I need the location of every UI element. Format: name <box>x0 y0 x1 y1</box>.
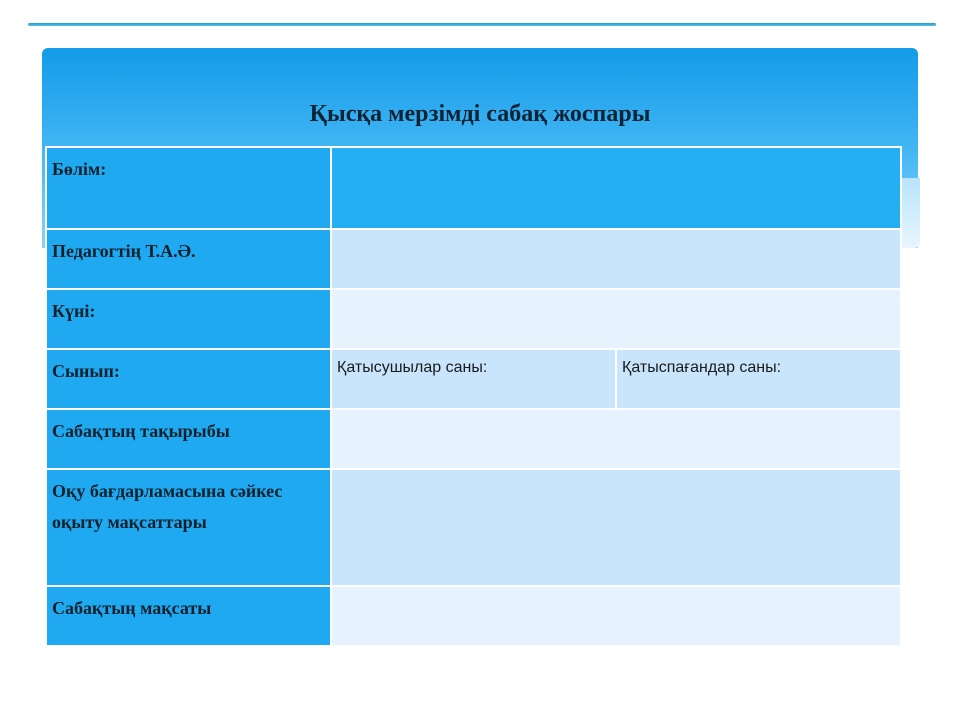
table-row <box>46 469 901 586</box>
label-lesson-goal: Сабақтың мақсаты <box>46 586 331 646</box>
value-lesson-topic <box>331 409 901 469</box>
value-lesson-goal <box>331 586 901 646</box>
value-learning-objectives <box>331 469 901 586</box>
label-lesson-topic: Сабақтың тақырыбы <box>46 409 331 469</box>
label-class: Сынып: <box>46 349 331 409</box>
value-teacher-name <box>331 229 901 289</box>
value-section <box>331 147 901 229</box>
table-row <box>46 409 901 469</box>
label-date: Күні: <box>46 289 331 349</box>
table-row <box>46 229 901 289</box>
label-section: Бөлім: <box>46 147 331 229</box>
table-row <box>46 349 901 409</box>
lesson-plan-table <box>45 146 902 647</box>
present-count-cell: Қатысушылар саны: <box>331 349 616 409</box>
table-row <box>46 147 901 229</box>
table-row <box>46 586 901 646</box>
top-divider <box>28 23 936 26</box>
label-teacher-name: Педагогтің Т.А.Ә. <box>46 229 331 289</box>
label-learning-objectives: Оқу бағдарламасына сәйкес оқыту мақсаттары <box>46 469 331 586</box>
absent-count-cell: Қатыспағандар саны: <box>616 349 901 409</box>
value-date <box>331 289 901 349</box>
page-title: Қысқа мерзімді сабақ жоспары <box>309 101 651 127</box>
table-row <box>46 289 901 349</box>
